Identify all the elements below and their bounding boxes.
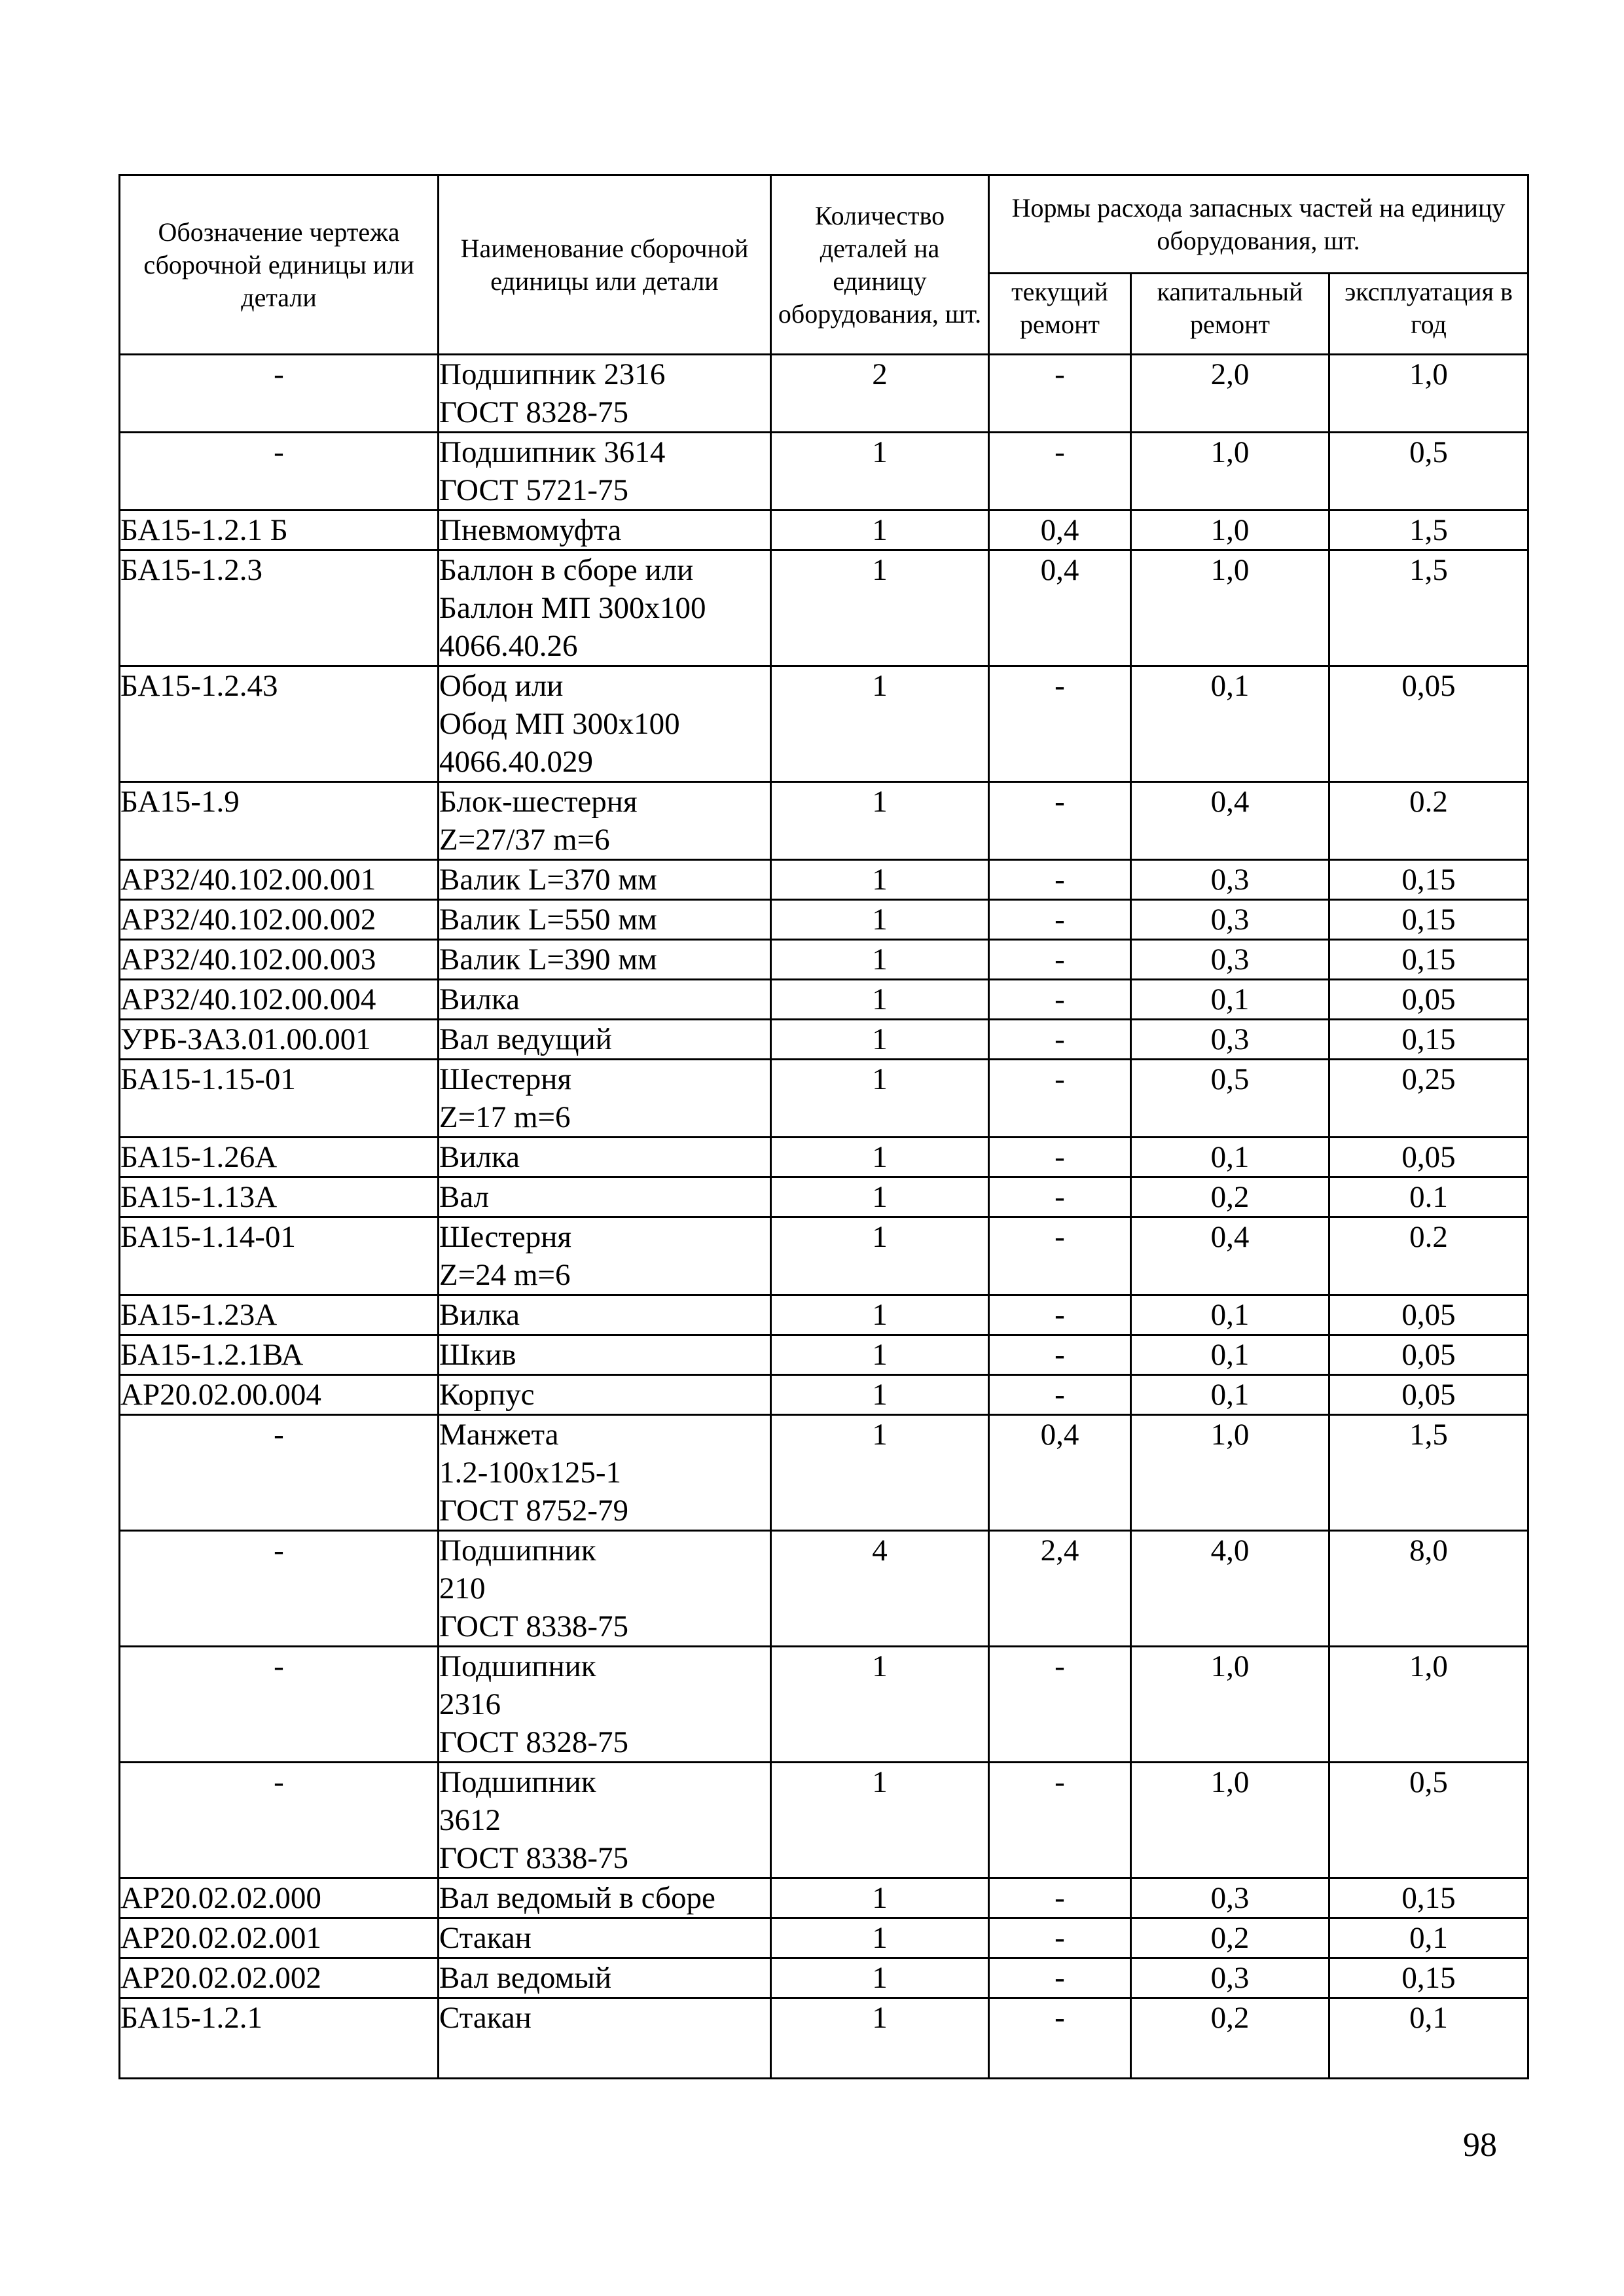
cell-name: Вал ведомый в сборе	[439, 1878, 771, 1918]
cell-quantity: 1	[771, 1958, 989, 1998]
cell-capital-repair: 1,0	[1131, 550, 1329, 666]
table-row	[120, 666, 1528, 782]
cell-name: Стакан	[439, 1918, 771, 1958]
cell-designation: БА15-1.13А	[120, 1177, 439, 1217]
cell-designation: АР20.02.02.000	[120, 1878, 439, 1918]
cell-quantity: 1	[771, 1878, 989, 1918]
table-row	[120, 511, 1528, 550]
cell-capital-repair: 0,1	[1131, 980, 1329, 1020]
cell-capital-repair: 1,0	[1131, 1647, 1329, 1763]
cell-capital-repair: 0,1	[1131, 1375, 1329, 1415]
table-body	[120, 355, 1528, 2079]
cell-current-repair: -	[989, 980, 1131, 1020]
table-row	[120, 1375, 1528, 1415]
cell-operation-per-year: 0.1	[1329, 1177, 1528, 1217]
table-row	[120, 1531, 1528, 1647]
cell-quantity: 1	[771, 433, 989, 511]
cell-quantity: 1	[771, 1060, 989, 1138]
cell-name: Блок-шестерня Z=27/37 m=6	[439, 782, 771, 860]
spare-parts-table	[118, 174, 1529, 2079]
cell-quantity: 1	[771, 511, 989, 550]
cell-name: Подшипник 3612 ГОСТ 8338-75	[439, 1763, 771, 1878]
cell-current-repair: -	[989, 1217, 1131, 1295]
cell-designation: АР20.02.00.004	[120, 1375, 439, 1415]
table-row	[120, 1958, 1528, 1998]
cell-quantity: 1	[771, 980, 989, 1020]
cell-operation-per-year: 0,05	[1329, 666, 1528, 782]
cell-capital-repair: 0,5	[1131, 1060, 1329, 1138]
cell-designation: АР32/40.102.00.004	[120, 980, 439, 1020]
cell-current-repair: -	[989, 1763, 1131, 1878]
table-row	[120, 1020, 1528, 1060]
cell-designation: АР20.02.02.002	[120, 1958, 439, 1998]
cell-designation: -	[120, 355, 439, 433]
cell-capital-repair: 0,3	[1131, 900, 1329, 940]
cell-current-repair: -	[989, 1918, 1131, 1958]
page-number: 98	[1463, 2126, 1497, 2164]
cell-operation-per-year: 0,1	[1329, 1918, 1528, 1958]
cell-operation-per-year: 1,0	[1329, 355, 1528, 433]
cell-quantity: 1	[771, 1918, 989, 1958]
cell-operation-per-year: 0,5	[1329, 1763, 1528, 1878]
table-row	[120, 1177, 1528, 1217]
cell-quantity: 1	[771, 1138, 989, 1177]
cell-current-repair: -	[989, 1060, 1131, 1138]
cell-current-repair: -	[989, 1998, 1131, 2079]
cell-name: Вилка	[439, 980, 771, 1020]
cell-operation-per-year: 0,15	[1329, 1020, 1528, 1060]
table-row	[120, 1998, 1528, 2079]
cell-name: Пневмомуфта	[439, 511, 771, 550]
cell-current-repair: -	[989, 1177, 1131, 1217]
cell-designation: БА15-1.26А	[120, 1138, 439, 1177]
cell-quantity: 1	[771, 550, 989, 666]
cell-name: Вал ведущий	[439, 1020, 771, 1060]
cell-capital-repair: 1,0	[1131, 433, 1329, 511]
cell-capital-repair: 0,2	[1131, 1998, 1329, 2079]
cell-operation-per-year: 8,0	[1329, 1531, 1528, 1647]
cell-current-repair: -	[989, 666, 1131, 782]
cell-operation-per-year: 0,05	[1329, 980, 1528, 1020]
table-row	[120, 1217, 1528, 1295]
cell-capital-repair: 0,2	[1131, 1177, 1329, 1217]
cell-name: Вилка	[439, 1295, 771, 1335]
cell-name: Вал ведомый	[439, 1958, 771, 1998]
cell-current-repair: -	[989, 1295, 1131, 1335]
cell-operation-per-year: 0,05	[1329, 1138, 1528, 1177]
cell-name: Шестерня Z=17 m=6	[439, 1060, 771, 1138]
cell-operation-per-year: 0,05	[1329, 1295, 1528, 1335]
cell-operation-per-year: 0,1	[1329, 1998, 1528, 2079]
cell-designation: -	[120, 1647, 439, 1763]
cell-quantity: 1	[771, 1415, 989, 1531]
cell-current-repair: -	[989, 433, 1131, 511]
cell-current-repair: 0,4	[989, 550, 1131, 666]
cell-current-repair: 0,4	[989, 511, 1131, 550]
cell-designation: -	[120, 1531, 439, 1647]
table-row	[120, 1415, 1528, 1531]
cell-designation: БА15-1.2.1 Б	[120, 511, 439, 550]
cell-current-repair: -	[989, 1138, 1131, 1177]
cell-designation: АР32/40.102.00.003	[120, 940, 439, 980]
header-name: Наименование сборочной единицы или детали	[439, 175, 771, 355]
cell-operation-per-year: 0,5	[1329, 433, 1528, 511]
cell-designation: БА15-1.15-01	[120, 1060, 439, 1138]
header-capital-repair: капитальный ремонт	[1131, 274, 1329, 355]
cell-current-repair: -	[989, 940, 1131, 980]
cell-operation-per-year: 0,15	[1329, 940, 1528, 980]
cell-current-repair: 0,4	[989, 1415, 1131, 1531]
header-quantity: Количество деталей на единицу оборудования, шт.	[771, 175, 989, 355]
cell-designation: БА15-1.23А	[120, 1295, 439, 1335]
cell-capital-repair: 1,0	[1131, 511, 1329, 550]
cell-operation-per-year: 0,15	[1329, 1878, 1528, 1918]
cell-operation-per-year: 1,5	[1329, 1415, 1528, 1531]
cell-capital-repair: 0,3	[1131, 1958, 1329, 1998]
cell-capital-repair: 1,0	[1131, 1415, 1329, 1531]
cell-capital-repair: 0,2	[1131, 1918, 1329, 1958]
cell-quantity: 1	[771, 1647, 989, 1763]
table-row	[120, 550, 1528, 666]
cell-capital-repair: 0,1	[1131, 1335, 1329, 1375]
cell-quantity: 1	[771, 860, 989, 900]
cell-name: Подшипник 210 ГОСТ 8338-75	[439, 1531, 771, 1647]
table-row	[120, 1878, 1528, 1918]
cell-operation-per-year: 0,25	[1329, 1060, 1528, 1138]
cell-quantity: 1	[771, 1998, 989, 2079]
cell-operation-per-year: 0.2	[1329, 782, 1528, 860]
table-row	[120, 1138, 1528, 1177]
cell-current-repair: -	[989, 1878, 1131, 1918]
cell-capital-repair: 4,0	[1131, 1531, 1329, 1647]
table-row	[120, 1647, 1528, 1763]
cell-name: Подшипник 2316 ГОСТ 8328-75	[439, 355, 771, 433]
cell-name: Манжета 1.2-100х125-1 ГОСТ 8752-79	[439, 1415, 771, 1531]
cell-capital-repair: 0,3	[1131, 1020, 1329, 1060]
cell-capital-repair: 0,1	[1131, 1295, 1329, 1335]
cell-capital-repair: 1,0	[1131, 1763, 1329, 1878]
table-row	[120, 1335, 1528, 1375]
cell-quantity: 2	[771, 355, 989, 433]
cell-capital-repair: 0,4	[1131, 1217, 1329, 1295]
table-row	[120, 980, 1528, 1020]
cell-quantity: 1	[771, 940, 989, 980]
cell-name: Вилка	[439, 1138, 771, 1177]
table-row	[120, 1060, 1528, 1138]
cell-operation-per-year: 0,15	[1329, 900, 1528, 940]
cell-name: Обод или Обод МП 300х100 4066.40.029	[439, 666, 771, 782]
header-current-repair: текущий ремонт	[989, 274, 1131, 355]
cell-name: Валик L=370 мм	[439, 860, 771, 900]
table-row	[120, 433, 1528, 511]
cell-designation: УРБ-ЗА3.01.00.001	[120, 1020, 439, 1060]
cell-quantity: 1	[771, 782, 989, 860]
cell-operation-per-year: 0,15	[1329, 1958, 1528, 1998]
cell-designation: АР32/40.102.00.001	[120, 860, 439, 900]
cell-designation: -	[120, 1415, 439, 1531]
cell-designation: БА15-1.9	[120, 782, 439, 860]
cell-capital-repair: 0,3	[1131, 940, 1329, 980]
cell-name: Вал	[439, 1177, 771, 1217]
cell-capital-repair: 0,4	[1131, 782, 1329, 860]
cell-designation: БА15-1.2.3	[120, 550, 439, 666]
cell-name: Шестерня Z=24 m=6	[439, 1217, 771, 1295]
cell-current-repair: -	[989, 1647, 1131, 1763]
cell-designation: АР32/40.102.00.002	[120, 900, 439, 940]
cell-current-repair: -	[989, 355, 1131, 433]
cell-designation: -	[120, 433, 439, 511]
cell-quantity: 1	[771, 1295, 989, 1335]
table-row	[120, 900, 1528, 940]
table-row	[120, 1918, 1528, 1958]
cell-name: Валик L=550 мм	[439, 900, 771, 940]
cell-designation: АР20.02.02.001	[120, 1918, 439, 1958]
cell-name: Подшипник 3614 ГОСТ 5721-75	[439, 433, 771, 511]
cell-quantity: 1	[771, 1763, 989, 1878]
table-row	[120, 782, 1528, 860]
cell-capital-repair: 0,3	[1131, 860, 1329, 900]
cell-operation-per-year: 1,5	[1329, 550, 1528, 666]
cell-name: Шкив	[439, 1335, 771, 1375]
cell-quantity: 1	[771, 1335, 989, 1375]
cell-current-repair: -	[989, 1375, 1131, 1415]
cell-quantity: 4	[771, 1531, 989, 1647]
table-row	[120, 1763, 1528, 1878]
cell-quantity: 1	[771, 1177, 989, 1217]
cell-operation-per-year: 0,05	[1329, 1375, 1528, 1415]
cell-quantity: 1	[771, 666, 989, 782]
cell-current-repair: -	[989, 860, 1131, 900]
cell-name: Баллон в сборе или Баллон МП 300х100 4066.40.26	[439, 550, 771, 666]
cell-operation-per-year: 1,5	[1329, 511, 1528, 550]
table-row	[120, 355, 1528, 433]
cell-quantity: 1	[771, 1217, 989, 1295]
cell-capital-repair: 0,3	[1131, 1878, 1329, 1918]
cell-name: Корпус	[439, 1375, 771, 1415]
table-row	[120, 1295, 1528, 1335]
cell-name: Стакан	[439, 1998, 771, 2079]
cell-designation: БА15-1.14-01	[120, 1217, 439, 1295]
table-header	[120, 175, 1528, 355]
cell-designation: -	[120, 1763, 439, 1878]
header-operation-per-year: эксплуатация в год	[1329, 274, 1528, 355]
cell-current-repair: -	[989, 1020, 1131, 1060]
cell-current-repair: -	[989, 782, 1131, 860]
cell-quantity: 1	[771, 1375, 989, 1415]
cell-capital-repair: 0,1	[1131, 1138, 1329, 1177]
table-row	[120, 940, 1528, 980]
cell-current-repair: 2,4	[989, 1531, 1131, 1647]
cell-quantity: 1	[771, 1020, 989, 1060]
table-row	[120, 860, 1528, 900]
header-norms: Нормы расхода запасных частей на единицу оборудования, шт.	[989, 175, 1528, 274]
cell-capital-repair: 0,1	[1131, 666, 1329, 782]
cell-name: Подшипник 2316 ГОСТ 8328-75	[439, 1647, 771, 1763]
cell-designation: БА15-1.2.1ВА	[120, 1335, 439, 1375]
cell-current-repair: -	[989, 1335, 1131, 1375]
cell-current-repair: -	[989, 900, 1131, 940]
cell-operation-per-year: 0,05	[1329, 1335, 1528, 1375]
cell-quantity: 1	[771, 900, 989, 940]
cell-operation-per-year: 0.2	[1329, 1217, 1528, 1295]
header-designation: Обозначение чертежа сборочной единицы или детали	[120, 175, 439, 355]
cell-operation-per-year: 0,15	[1329, 860, 1528, 900]
cell-operation-per-year: 1,0	[1329, 1647, 1528, 1763]
cell-designation: БА15-1.2.43	[120, 666, 439, 782]
cell-designation: БА15-1.2.1	[120, 1998, 439, 2079]
cell-current-repair: -	[989, 1958, 1131, 1998]
cell-capital-repair: 2,0	[1131, 355, 1329, 433]
cell-name: Валик L=390 мм	[439, 940, 771, 980]
